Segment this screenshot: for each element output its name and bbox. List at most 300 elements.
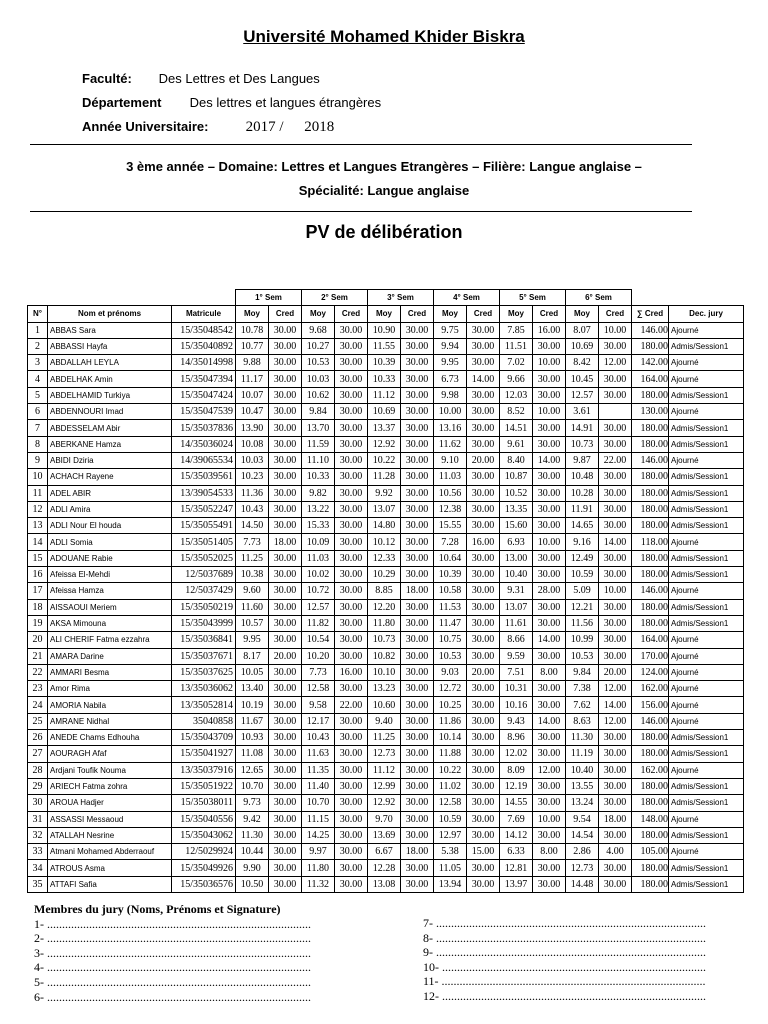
jury-decision: Admis/Session1 <box>669 436 744 452</box>
sem3-moy: 13.23 <box>368 681 401 697</box>
sem6-cred: 30.00 <box>599 615 632 631</box>
sem4-cred: 20.00 <box>467 452 500 468</box>
sem3-cred: 30.00 <box>401 550 434 566</box>
sem1-cred: 30.00 <box>269 811 302 827</box>
total-cred: 146.00 <box>632 452 669 468</box>
sem3-cred: 30.00 <box>401 501 434 517</box>
matricule: 15/35051922 <box>172 778 236 794</box>
table-row <box>28 387 744 403</box>
sem1-moy: 10.47 <box>236 404 269 420</box>
sem3-moy: 11.55 <box>368 338 401 354</box>
sem4-cred: 30.00 <box>467 387 500 403</box>
sem1-cred: 30.00 <box>269 827 302 843</box>
sem4-cred: 30.00 <box>467 485 500 501</box>
sem2-moy: 11.80 <box>302 860 335 876</box>
row-number: 13 <box>28 518 48 534</box>
student-name: ACHACH Rayene <box>48 469 172 485</box>
sem4-moy: 10.14 <box>434 730 467 746</box>
matricule: 35040858 <box>172 713 236 729</box>
sem4-cred: 30.00 <box>467 436 500 452</box>
sem5-cred: 30.00 <box>533 338 566 354</box>
sem6-cred <box>599 404 632 420</box>
table-row <box>28 436 744 452</box>
sem2-cred: 30.00 <box>335 338 368 354</box>
matricule: 15/35048542 <box>172 322 236 338</box>
sem2-moy: 11.63 <box>302 746 335 762</box>
jury-decision: Admis/Session1 <box>669 599 744 615</box>
sem2-moy: 11.03 <box>302 550 335 566</box>
matricule: 14/35036024 <box>172 436 236 452</box>
sem6-cred: 30.00 <box>599 420 632 436</box>
sem3-moy: 6.67 <box>368 844 401 860</box>
sem3-moy: 10.33 <box>368 371 401 387</box>
sem6-moy: 10.59 <box>566 567 599 583</box>
sem5-moy: 14.12 <box>500 827 533 843</box>
sem4-moy: 11.86 <box>434 713 467 729</box>
col-moy: Moy <box>368 306 401 322</box>
sem1-moy: 10.93 <box>236 730 269 746</box>
row-number: 10 <box>28 469 48 485</box>
matricule: 15/35037836 <box>172 420 236 436</box>
sem3-moy: 10.12 <box>368 534 401 550</box>
sem2-cred: 30.00 <box>335 469 368 485</box>
jury-line: 2- ........................................................................................ <box>34 931 311 946</box>
sem1-cred: 30.00 <box>269 485 302 501</box>
row-number: 31 <box>28 811 48 827</box>
sem6-cred: 30.00 <box>599 338 632 354</box>
divider-top <box>30 144 692 145</box>
jury-decision: Admis/Session1 <box>669 567 744 583</box>
sem6-cred: 30.00 <box>599 436 632 452</box>
sem3-moy: 13.07 <box>368 501 401 517</box>
sem2-moy: 11.35 <box>302 762 335 778</box>
table-row <box>28 615 744 631</box>
sem5-moy: 6.33 <box>500 844 533 860</box>
jury-decision: Admis/Session1 <box>669 469 744 485</box>
sem5-cred: 12.00 <box>533 762 566 778</box>
sem5-moy: 7.85 <box>500 322 533 338</box>
sem4-cred: 30.00 <box>467 550 500 566</box>
sem2-moy: 13.70 <box>302 420 335 436</box>
sem3-moy: 14.80 <box>368 518 401 534</box>
sem6-moy: 9.16 <box>566 534 599 550</box>
department-value: Des lettres et langues étrangères <box>189 95 382 110</box>
sem4-cred: 30.00 <box>467 795 500 811</box>
sem5-moy: 8.66 <box>500 632 533 648</box>
jury-decision: Ajourné <box>669 534 744 550</box>
sem4-moy: 10.58 <box>434 583 467 599</box>
sem4-cred: 20.00 <box>467 664 500 680</box>
domain-line-1: 3 ème année – Domaine: Lettres et Langues Etrangères – Filière: Langue anglaise – <box>126 159 642 174</box>
sem6-moy: 7.38 <box>566 681 599 697</box>
sem4-cred: 30.00 <box>467 338 500 354</box>
total-cred: 180.00 <box>632 338 669 354</box>
jury-line: 5- ........................................................................................ <box>34 974 311 989</box>
sem4-cred: 30.00 <box>467 860 500 876</box>
row-number: 12 <box>28 501 48 517</box>
sem5-moy: 12.02 <box>500 746 533 762</box>
sem1-moy: 10.38 <box>236 567 269 583</box>
sem2-cred: 30.00 <box>335 436 368 452</box>
sem1-moy: 11.08 <box>236 746 269 762</box>
sem6-moy: 10.48 <box>566 469 599 485</box>
row-number: 7 <box>28 420 48 436</box>
sem1-moy: 9.73 <box>236 795 269 811</box>
sem5-cred: 30.00 <box>533 876 566 892</box>
student-name: ABBAS Sara <box>48 322 172 338</box>
jury-decision: Admis/Session1 <box>669 485 744 501</box>
student-name: Afeissa El-Mehdi <box>48 567 172 583</box>
jury-decision: Ajourné <box>669 713 744 729</box>
table-row <box>28 469 744 485</box>
col-moy: Moy <box>566 306 599 322</box>
sem5-cred: 10.00 <box>533 404 566 420</box>
jury-decision: Admis/Session1 <box>669 501 744 517</box>
student-name: AMMARI Besma <box>48 664 172 680</box>
sem3-moy: 12.92 <box>368 436 401 452</box>
sem4-moy: 10.22 <box>434 762 467 778</box>
sem4-moy: 10.39 <box>434 567 467 583</box>
sem5-cred: 10.00 <box>533 811 566 827</box>
sem5-moy: 10.40 <box>500 567 533 583</box>
sem3-cred: 30.00 <box>401 371 434 387</box>
table-row <box>28 501 744 517</box>
sem1-cred: 30.00 <box>269 583 302 599</box>
row-number: 34 <box>28 860 48 876</box>
sem2-cred: 30.00 <box>335 387 368 403</box>
matricule: 15/35039561 <box>172 469 236 485</box>
total-cred: 180.00 <box>632 567 669 583</box>
sem3-moy: 11.12 <box>368 387 401 403</box>
sem5-cred: 14.00 <box>533 452 566 468</box>
sem5-cred: 30.00 <box>533 648 566 664</box>
jury-decision: Ajourné <box>669 811 744 827</box>
sem3-cred: 30.00 <box>401 387 434 403</box>
sem1-moy: 13.40 <box>236 681 269 697</box>
sem2-moy: 10.72 <box>302 583 335 599</box>
table-row <box>28 844 744 860</box>
jury-decision: Ajourné <box>669 632 744 648</box>
sem6-cred: 30.00 <box>599 860 632 876</box>
jury-decision: Ajourné <box>669 355 744 371</box>
sem3-moy: 10.69 <box>368 404 401 420</box>
sem1-moy: 10.03 <box>236 452 269 468</box>
sem1-cred: 30.00 <box>269 860 302 876</box>
sem1-moy: 7.73 <box>236 534 269 550</box>
sem1-moy: 10.23 <box>236 469 269 485</box>
table-row <box>28 811 744 827</box>
total-cred: 180.00 <box>632 518 669 534</box>
sem2-moy: 10.62 <box>302 387 335 403</box>
sem5-moy: 13.35 <box>500 501 533 517</box>
sem4-cred: 30.00 <box>467 827 500 843</box>
col-cred: Cred <box>599 306 632 322</box>
total-cred: 164.00 <box>632 632 669 648</box>
sem3-cred: 30.00 <box>401 534 434 550</box>
sem2-moy: 11.15 <box>302 811 335 827</box>
sem3-cred: 30.00 <box>401 338 434 354</box>
sem5-moy: 6.93 <box>500 534 533 550</box>
matricule: 12/5029924 <box>172 844 236 860</box>
matricule: 15/35051405 <box>172 534 236 550</box>
sem4-cred: 30.00 <box>467 876 500 892</box>
student-name: ABDALLAH LEYLA <box>48 355 172 371</box>
student-name: ABIDI Dziria <box>48 452 172 468</box>
sem3-cred: 30.00 <box>401 762 434 778</box>
sem4-cred: 30.00 <box>467 518 500 534</box>
sem1-moy: 10.05 <box>236 664 269 680</box>
sem5-moy: 11.61 <box>500 615 533 631</box>
sem4-moy: 11.02 <box>434 778 467 794</box>
row-number: 6 <box>28 404 48 420</box>
row-number: 29 <box>28 778 48 794</box>
sem2-moy: 10.33 <box>302 469 335 485</box>
sem3-cred: 30.00 <box>401 681 434 697</box>
sem6-cred: 30.00 <box>599 599 632 615</box>
sem4-moy: 12.58 <box>434 795 467 811</box>
table-row <box>28 583 744 599</box>
sem6-moy: 14.48 <box>566 876 599 892</box>
student-name: Afeissa Hamza <box>48 583 172 599</box>
jury-line: 1- ........................................................................................ <box>34 916 311 931</box>
student-name: ANEDE Chams Edhouha <box>48 730 172 746</box>
row-number: 35 <box>28 876 48 892</box>
sem-header: 5° Sem <box>500 290 566 306</box>
sem3-moy: 8.85 <box>368 583 401 599</box>
student-name: AISSAOUI Meriem <box>48 599 172 615</box>
table-row <box>28 648 744 664</box>
sem4-cred: 30.00 <box>467 778 500 794</box>
sem3-cred: 30.00 <box>401 404 434 420</box>
row-number: 3 <box>28 355 48 371</box>
sem1-cred: 30.00 <box>269 469 302 485</box>
sem3-moy: 13.08 <box>368 876 401 892</box>
sem1-moy: 13.90 <box>236 420 269 436</box>
sem1-moy: 11.60 <box>236 599 269 615</box>
sem5-cred: 8.00 <box>533 844 566 860</box>
sem1-cred: 30.00 <box>269 664 302 680</box>
faculty-row <box>82 71 320 89</box>
col-moy: Moy <box>434 306 467 322</box>
sem2-moy: 12.58 <box>302 681 335 697</box>
jury-decision: Admis/Session1 <box>669 778 744 794</box>
sem4-moy: 9.75 <box>434 322 467 338</box>
sem3-cred: 30.00 <box>401 322 434 338</box>
col-moy: Moy <box>302 306 335 322</box>
sem6-cred: 30.00 <box>599 778 632 794</box>
sem4-moy: 5.38 <box>434 844 467 860</box>
sem4-moy: 9.94 <box>434 338 467 354</box>
header-blank <box>632 290 744 306</box>
sem4-cred: 30.00 <box>467 730 500 746</box>
sem6-moy: 9.54 <box>566 811 599 827</box>
sem5-cred: 28.00 <box>533 583 566 599</box>
matricule: 15/35037671 <box>172 648 236 664</box>
domain-line-2: Spécialité: Langue anglaise <box>298 183 470 198</box>
col-cred: Cred <box>335 306 368 322</box>
sem2-cred: 30.00 <box>335 615 368 631</box>
sem6-cred: 12.00 <box>599 713 632 729</box>
sem6-cred: 30.00 <box>599 469 632 485</box>
row-number: 9 <box>28 452 48 468</box>
matricule: 14/39065534 <box>172 452 236 468</box>
total-cred: 180.00 <box>632 746 669 762</box>
sem1-moy: 9.60 <box>236 583 269 599</box>
sem1-cred: 30.00 <box>269 452 302 468</box>
matricule: 15/35040892 <box>172 338 236 354</box>
sem3-cred: 30.00 <box>401 518 434 534</box>
sem6-cred: 12.00 <box>599 681 632 697</box>
sem5-cred: 30.00 <box>533 469 566 485</box>
matricule: 15/35038011 <box>172 795 236 811</box>
matricule: 13/39054533 <box>172 485 236 501</box>
sem4-cred: 30.00 <box>467 746 500 762</box>
sem5-moy: 10.52 <box>500 485 533 501</box>
sem2-moy: 14.25 <box>302 827 335 843</box>
sem4-moy: 12.97 <box>434 827 467 843</box>
row-number: 24 <box>28 697 48 713</box>
student-name: ADLI Nour El houda <box>48 518 172 534</box>
sem2-moy: 12.57 <box>302 599 335 615</box>
matricule: 15/35037625 <box>172 664 236 680</box>
sem5-cred: 30.00 <box>533 827 566 843</box>
sem6-moy: 11.19 <box>566 746 599 762</box>
sem1-cred: 30.00 <box>269 762 302 778</box>
sem5-moy: 15.60 <box>500 518 533 534</box>
sem3-moy: 10.39 <box>368 355 401 371</box>
student-name: ADLI Somia <box>48 534 172 550</box>
matricule: 13/35037916 <box>172 762 236 778</box>
sem5-cred: 30.00 <box>533 795 566 811</box>
sem5-moy: 14.51 <box>500 420 533 436</box>
sem5-cred: 30.00 <box>533 371 566 387</box>
sem6-moy: 13.55 <box>566 778 599 794</box>
sem4-moy: 13.94 <box>434 876 467 892</box>
sem6-moy: 10.73 <box>566 436 599 452</box>
sem1-moy: 11.36 <box>236 485 269 501</box>
sem4-moy: 6.73 <box>434 371 467 387</box>
col-moy: Moy <box>236 306 269 322</box>
sem6-cred: 4.00 <box>599 844 632 860</box>
sem5-cred: 30.00 <box>533 746 566 762</box>
student-name: ARIECH Fatma zohra <box>48 778 172 794</box>
jury-decision: Ajourné <box>669 452 744 468</box>
total-cred: 180.00 <box>632 485 669 501</box>
student-name: Ardjani Toufik Nouma <box>48 762 172 778</box>
sem6-cred: 30.00 <box>599 648 632 664</box>
sem6-moy: 10.99 <box>566 632 599 648</box>
sem3-cred: 30.00 <box>401 713 434 729</box>
sem2-cred: 30.00 <box>335 778 368 794</box>
sem1-cred: 30.00 <box>269 697 302 713</box>
sem3-moy: 10.29 <box>368 567 401 583</box>
sem1-moy: 9.42 <box>236 811 269 827</box>
total-cred: 156.00 <box>632 697 669 713</box>
sem2-cred: 30.00 <box>335 452 368 468</box>
sem1-moy: 10.19 <box>236 697 269 713</box>
department-label: Département <box>82 95 162 110</box>
sem4-cred: 30.00 <box>467 648 500 664</box>
sem6-cred: 30.00 <box>599 501 632 517</box>
sem2-moy: 10.02 <box>302 567 335 583</box>
row-number: 22 <box>28 664 48 680</box>
table-row <box>28 518 744 534</box>
sem2-moy: 11.82 <box>302 615 335 631</box>
sem2-cred: 30.00 <box>335 762 368 778</box>
sem5-moy: 7.02 <box>500 355 533 371</box>
total-cred: 162.00 <box>632 762 669 778</box>
sem6-cred: 30.00 <box>599 518 632 534</box>
sem6-cred: 20.00 <box>599 664 632 680</box>
sem5-cred: 14.00 <box>533 632 566 648</box>
total-cred: 148.00 <box>632 811 669 827</box>
sem2-moy: 11.59 <box>302 436 335 452</box>
col-total-cred: ∑ Cred <box>632 306 669 322</box>
table-row <box>28 599 744 615</box>
sem4-cred: 30.00 <box>467 762 500 778</box>
sem5-moy: 7.51 <box>500 664 533 680</box>
sem6-moy: 14.65 <box>566 518 599 534</box>
sem5-cred: 30.00 <box>533 778 566 794</box>
sem2-cred: 30.00 <box>335 681 368 697</box>
sem2-cred: 30.00 <box>335 420 368 436</box>
sem2-cred: 30.00 <box>335 355 368 371</box>
sem3-cred: 30.00 <box>401 599 434 615</box>
jury-decision: Ajourné <box>669 844 744 860</box>
sem4-moy: 15.55 <box>434 518 467 534</box>
sem1-cred: 30.00 <box>269 501 302 517</box>
row-number: 17 <box>28 583 48 599</box>
jury-decision: Admis/Session1 <box>669 827 744 843</box>
row-number: 8 <box>28 436 48 452</box>
jury-decision: Ajourné <box>669 681 744 697</box>
sem2-cred: 30.00 <box>335 583 368 599</box>
sem3-moy: 11.80 <box>368 615 401 631</box>
department-row <box>82 95 381 113</box>
col-matricule: Matricule <box>172 306 236 322</box>
header-blank <box>28 290 236 306</box>
sem3-cred: 30.00 <box>401 697 434 713</box>
sem6-cred: 30.00 <box>599 827 632 843</box>
total-cred: 180.00 <box>632 501 669 517</box>
col-decision: Dec. jury <box>669 306 744 322</box>
row-number: 32 <box>28 827 48 843</box>
student-name: ASSASSI Messaoud <box>48 811 172 827</box>
sem5-cred: 30.00 <box>533 485 566 501</box>
sem6-cred: 10.00 <box>599 583 632 599</box>
sem3-moy: 12.28 <box>368 860 401 876</box>
table-row <box>28 322 744 338</box>
sem4-moy: 10.56 <box>434 485 467 501</box>
total-cred: 180.00 <box>632 860 669 876</box>
student-rows <box>28 322 744 892</box>
sem1-cred: 30.00 <box>269 632 302 648</box>
sem-header: 4° Sem <box>434 290 500 306</box>
jury-decision: Admis/Session1 <box>669 550 744 566</box>
sem6-cred: 30.00 <box>599 795 632 811</box>
sem2-cred: 30.00 <box>335 876 368 892</box>
sem1-cred: 30.00 <box>269 387 302 403</box>
table-row <box>28 664 744 680</box>
sem2-moy: 9.68 <box>302 322 335 338</box>
year-end: 2018 <box>304 119 335 135</box>
sem3-moy: 9.70 <box>368 811 401 827</box>
table-row <box>28 338 744 354</box>
sem2-cred: 30.00 <box>335 550 368 566</box>
sem5-cred: 30.00 <box>533 387 566 403</box>
jury-decision: Admis/Session1 <box>669 387 744 403</box>
sem5-moy: 9.59 <box>500 648 533 664</box>
